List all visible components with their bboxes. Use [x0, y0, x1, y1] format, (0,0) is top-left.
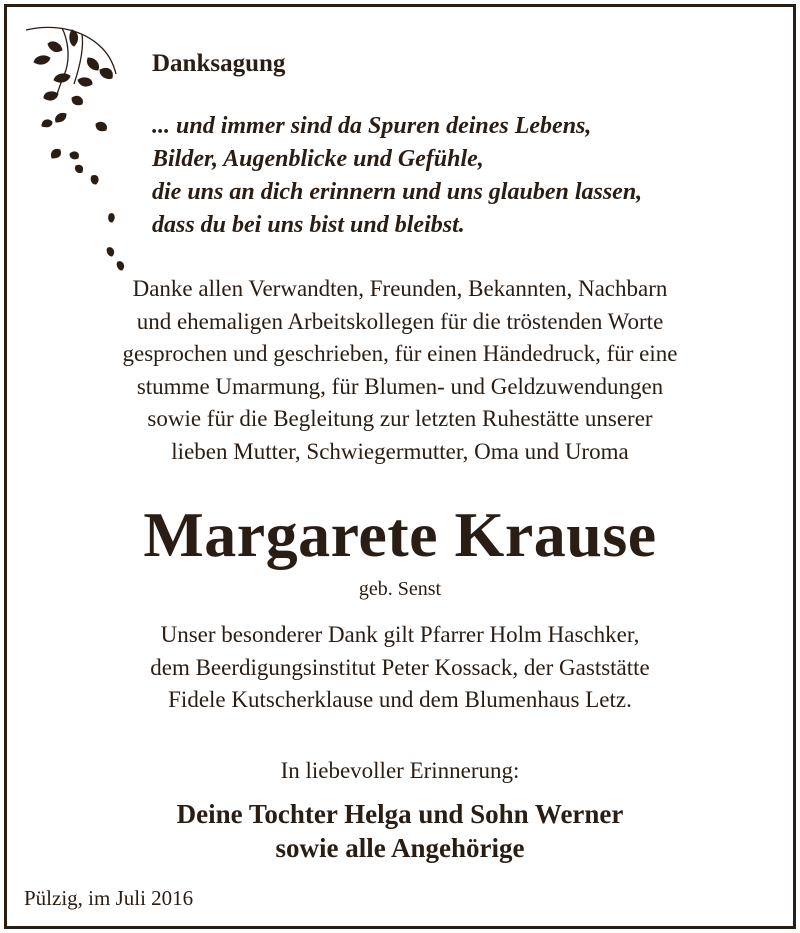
falling-leaves-branch-icon [22, 18, 142, 278]
memory-line: In liebevoller Erinnerung: [280, 758, 520, 783]
motto-line: die uns an dich erinnern und uns glauben lassen, [152, 179, 643, 205]
motto-line: ... und immer sind da Spuren deines Lebens, [152, 113, 592, 139]
notice-heading: Danksagung [152, 50, 286, 77]
family-line: Deine Tochter Helga und Sohn Werner [176, 799, 624, 829]
special-thanks-paragraph [0, 619, 800, 717]
thanks-line: und ehemaligen Arbeitskollegen für die tröstenden Worte [136, 308, 664, 334]
special-thanks-line: Unser besonderer Dank gilt Pfarrer Holm Haschker, [160, 622, 640, 647]
motto-line: Bilder, Augenblicke und Gefühle, [152, 146, 484, 172]
thanks-line: Danke allen Verwandten, Freunden, Bekannten, Nachbarn [132, 276, 668, 301]
special-thanks-line: dem Beerdigungsinstitut Peter Kossack, der Gaststätte [150, 654, 650, 680]
place-date: Pülzig, im Juli 2016 [24, 886, 194, 910]
thanks-line: stumme Umarmung, für Blumen- und Geldzuwendungen [136, 373, 664, 399]
birth-name: geb. Senst [358, 578, 442, 600]
motto-line: dass du bei uns bist und bleibst. [152, 212, 465, 238]
family-signature [0, 797, 800, 865]
thanks-line: gesprochen und geschrieben, für einen Händedruck, für eine [122, 341, 678, 366]
motto-verse [152, 110, 642, 242]
deceased-name: Margarete Krause [143, 499, 657, 570]
thanks-line: lieben Mutter, Schwiegermutter, Oma und Uroma [171, 438, 629, 464]
special-thanks-line: Fidele Kutscherklause und dem Blumenhaus Letz. [168, 687, 632, 712]
thanks-paragraph [0, 273, 800, 468]
thanks-line: sowie für die Begleitung zur letzten Ruhestätte unserer [147, 406, 653, 431]
family-line: sowie alle Angehörige [275, 833, 525, 863]
